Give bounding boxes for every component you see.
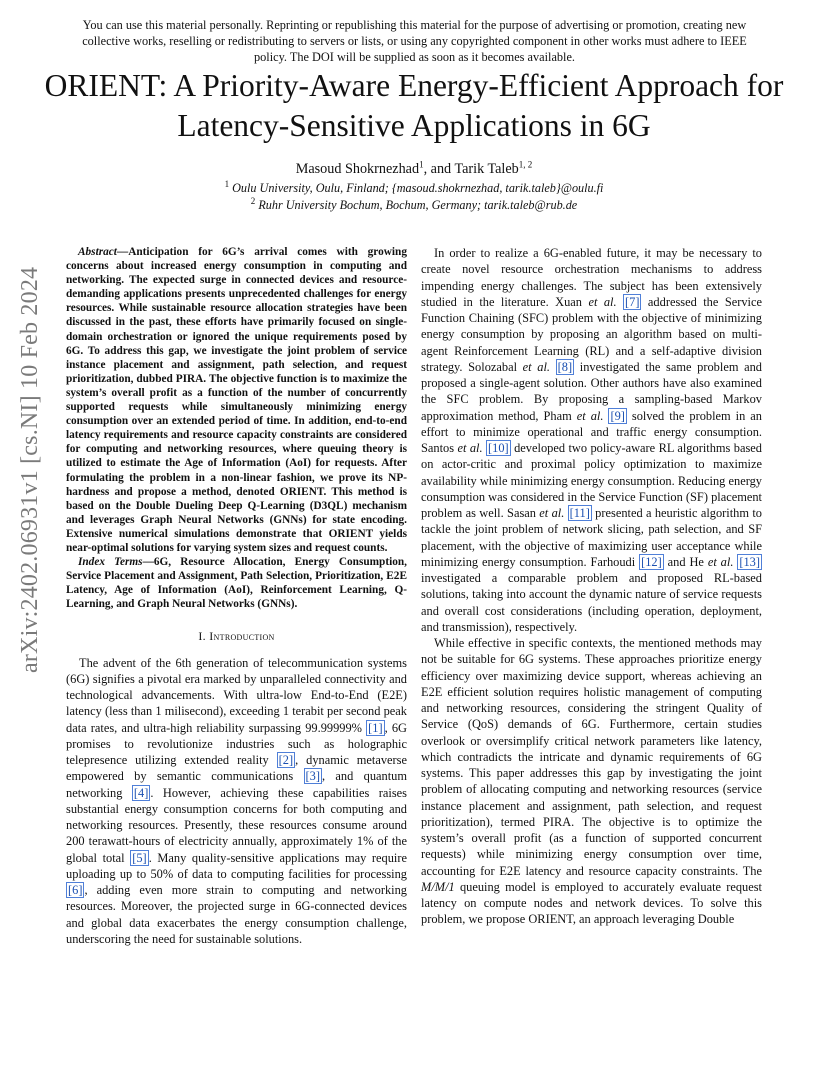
text-run: and He: [663, 554, 708, 569]
text-run: [550, 360, 556, 374]
citation-link[interactable]: [11]: [569, 506, 590, 520]
text-run: solved the problem in an effort to minimize operational and traffic energy consumption. Santos: [421, 408, 762, 455]
affiliation-text: Oulu University, Oulu, Finland; {masoud.shokrnezhad, tarik.taleb}@oulu.fi: [232, 181, 604, 195]
abstract-lead: Abstract: [78, 246, 117, 258]
author-name: Tarik Taleb: [454, 161, 519, 177]
citation-link[interactable]: [13]: [739, 554, 760, 569]
citation-link[interactable]: [3]: [305, 769, 320, 784]
related-work-paragraph: [421, 245, 762, 635]
citation-link[interactable]: [7]: [625, 294, 640, 309]
et-al: et al.: [588, 294, 617, 309]
citation-link[interactable]: [8]: [557, 359, 573, 374]
author-affil-mark: 1, 2: [518, 159, 533, 170]
affiliation: [40, 197, 788, 213]
affiliation-mark: 2: [250, 195, 256, 206]
section-numeral: I.: [198, 629, 210, 644]
author-affil-mark: 1: [419, 159, 424, 170]
text-run: presented a heuristic algorithm to tackle the joint problem of network slicing, path selection, and SF placement, with the objective of maximizing user acceptance while minimizing energy consumption. Farhoudi: [421, 506, 762, 569]
affiliation-text: Ruhr University Bochum, Bochum, Germany; tarik.taleb@rub.de: [258, 198, 578, 212]
arxiv-stamp: arXiv:2402.06931v1 [cs.NI] 10 Feb 2024: [17, 266, 43, 673]
author-separator: , and: [423, 161, 455, 177]
index-terms-text: —6G, Resource Allocation, Energy Consumption, Service Placement and Assignment, Path Selection, Prioritization, E2E Latency, Age of Information (AoI), Reinforcement Learning, Q-Learning, and Graph Neural Networks (GNNs).: [66, 556, 407, 611]
affiliation-mark: 1: [224, 178, 230, 189]
copyright-notice: You can use this material personally. Reprinting or republishing this material for the purpose of advertising or promotion, creating new collective works, reselling or redistributing to servers or lists, or using any copyrighted component in other works must adhere to IEEE policy. The DOI will be supplied as soon as it becomes available.: [82, 18, 747, 65]
text-run: addressed the Service Function Chaining (SFC) problem with the objective of minimizing energy consumption by proposing an algorithm based on multi-agent Reinforcement Learning (RL) and a self-adaptive division strategy. Solozabal: [421, 294, 762, 374]
text-run: The advent of the 6th generation of telecommunication systems (6G) signifies a pivotal era marked by unparalleled connectivity and technological advancements. With ultra-low End-to-End (E2E) latency (less than 1 milisecond), exceeding 1 terabit per second peak data rates, and ultra-high reliability surpassing 99.99999%: [66, 655, 407, 735]
section-heading: [66, 628, 407, 644]
et-al: et al.: [457, 441, 483, 455]
citation-link[interactable]: [1]: [368, 720, 383, 735]
index-terms: [66, 555, 407, 611]
citation-link[interactable]: [5]: [132, 850, 147, 865]
et-al: et al.: [576, 408, 604, 423]
left-column: [66, 245, 407, 947]
right-column: [421, 245, 762, 928]
section-name: Introduction: [209, 629, 275, 644]
text-run: , adding even more strain to computing and networking resources. Moreover, the projected surge in 6G-connected devices and global data exacerbates the energy consumption challenge, underscoring the need for sustainable solutions.: [66, 883, 407, 946]
text-run: , 6G promises to revolutionize industries such as holographic telepresence utilizing extended reality: [66, 720, 407, 768]
paper-title: ORIENT: A Priority-Aware Energy-Efficient Approach for Latency-Sensitive Applications in 6G: [44, 68, 784, 143]
citation-link[interactable]: [10]: [488, 441, 509, 455]
citation-link[interactable]: [2]: [278, 753, 294, 768]
text-run: , and quantum networking: [66, 769, 407, 800]
text-run: investigated a comparable problem and proposed RL-based solutions, taking into account the dynamic nature of service requests and overall cost considerations (including operation, deployment, and transmission), respectively.: [421, 571, 762, 634]
citation-link[interactable]: [4]: [133, 785, 149, 800]
affiliation: [40, 180, 788, 196]
contribution-paragraph: [421, 635, 762, 928]
author-line: [40, 160, 788, 178]
author-name: Masoud Shokrnezhad: [295, 161, 420, 177]
intro-paragraph: [66, 655, 407, 948]
citation-link[interactable]: [9]: [610, 408, 625, 423]
et-al: et al.: [539, 506, 565, 520]
math-inline: M/M/1: [421, 879, 455, 894]
text-run: investigated the same problem and proposed a single-agent solution. Other authors have also examined the SFC problem. By proposing a sampling-based Markov approximation method, Pham: [421, 359, 762, 423]
et-al: et al.: [522, 359, 550, 374]
text-run: . However, achieving these capabilities raises substantial energy consumption concerns for both computing and networking resources. Presently, these resources consume around 200 terawatt-hours of electricity annually, approximately 1% of the global total: [66, 785, 407, 865]
text-run: . Many quality-sensitive applications may require uploading up to 50% of data to computing facilities for processing: [66, 850, 407, 881]
citation-link[interactable]: [6]: [68, 883, 83, 898]
text-run: developed two policy-aware RL algorithms based on actor-critic and proximal policy optimization to maximize availability while minimizing energy consumption. Reducing energy consumption was considered in the Service Function (SF) placement problem as well. Sasan: [421, 441, 762, 520]
text-run: In order to realize a 6G-enabled future, it may be necessary to create novel resource orchestration mechanisms to address impending energy challenges. The subject has been extensively studied in the literature. Xuan: [421, 246, 762, 309]
index-terms-lead: Index Terms: [78, 556, 143, 569]
abstract: [66, 245, 407, 555]
text-run: , dynamic metaverse empowered by semantic communications: [66, 753, 407, 784]
citation-link[interactable]: [12]: [641, 554, 662, 569]
text-run: queuing model is employed to accurately evaluate request latency on compute nodes and network devices. To solve this problem, we propose ORIENT, an approach leveraging Double: [421, 879, 762, 927]
abstract-text: —Anticipation for 6G’s arrival comes with growing concerns about increased energy consumption in computing and networking. The expected surge in connected devices and resource-demanding applications presents unprecedented challenges for energy resources. While sustainable resource allocation strategies have been discussed in the past, these efforts have primarily focused on single-domain orchestration or ignored the unique requirements posed by 6G. To address this gap, we investigate the joint problem of service instance placement and assignment, path selection, and request prioritization, dubbed PIRA. The objective function is to maximize the system’s overall profit as a function of the number of concurrently supported requests while simultaneously minimizing energy consumption over an extended period of time. In addition, end-to-end latency requirements and resource capacity constraints are considered for computing and networking resources, where queuing theory is utilized to estimate the Age of Information (AoI) for requests. After formulating the problem in a non-linear fashion, we prove its NP-hardness and propose a method, denoted ORIENT. This method is based on the Double Dueling Deep Q-Learning (D3QL) mechanism and leverages Graph Neural Networks (GNNs) for state encoding. Extensive numerical simulations demonstrate that ORIENT yields near-optimal solutions for varying system sizes and request counts.: [66, 246, 407, 554]
text-run: While effective in specific contexts, the mentioned methods may not be suitable for 6G systems. These approaches prioritize energy efficiency over maximizing device support, whereas achieving an E2E efficient solution requires holistic management of computing and networking resources, considering the stringent Quality of Service (QoS) demands of 6G. Furthermore, certain studies overlook or oversimplify critical network parameters like latency, which contradicts the intricate and dynamic requirements of 6G systems. This paper addresses this gap by investigating the joint problem of allocating computing and networking resources (service instance placement and assignment, path selection, and request prioritization), termed PIRA. The objective is to optimize the system’s overall profit (as a function of supported concurrent requests) while minimizing energy consumption over time, accounting for E2E latency and resource capacity constraints. The: [421, 636, 762, 878]
et-al: et al.: [707, 554, 734, 569]
